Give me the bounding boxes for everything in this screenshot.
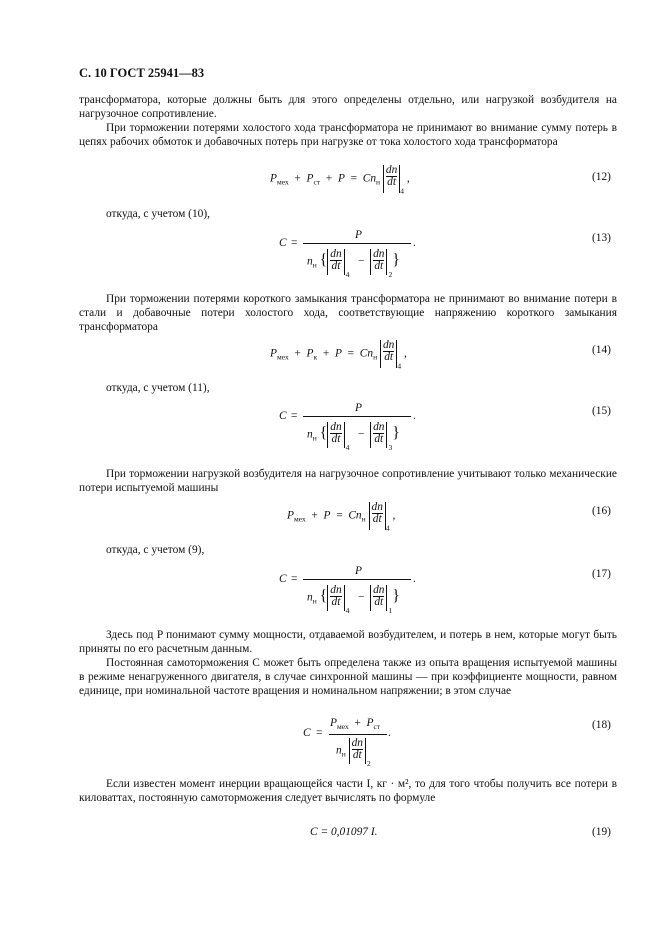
equation-12: $P_{мех} + P_{ст} + P = Cn_н$ $\frac{dn}{dt}$ $_4$ , — [270, 164, 410, 196]
paragraph-5: Здесь под P понимают сумму мощности, отдаваемой возбудителем, и потерь в нем, которые могут быть приняты по его расчетным данным. — [79, 629, 617, 655]
equation-number-15: (15) — [592, 405, 611, 417]
text-whence-9: откуда, с учетом (9), — [106, 544, 205, 556]
equation-number-14: (14) — [592, 344, 611, 356]
equation-number-12: (12) — [592, 171, 611, 183]
paragraph-1: трансформатора, которые должны быть для этого определены отдельно, или нагрузкой возбудителя на нагрузочное сопротивление. — [79, 94, 617, 120]
paragraph-2: При торможении потерями холостого хода трансформатора не принимают во внимание сумму потерь в цепях рабочих обмоток и добавочных потерь при нагрузке от тока холостого хода трансформатора — [79, 122, 617, 148]
equation-number-19: (19) — [592, 826, 611, 838]
equation-19: C = 0,01097 I. — [310, 826, 378, 838]
equation-number-16: (16) — [592, 505, 611, 517]
text-whence-10: откуда, с учетом (10), — [106, 208, 210, 220]
paragraph-7: Если известен момент инерции вращающейся части I, кг · м², то для того чтобы получить все потери в киловаттах, постоянную самоторможения следует вычислять по формуле — [79, 778, 617, 804]
equation-number-17: (17) — [592, 568, 611, 580]
page-header: С. 10 ГОСТ 25941—83 — [79, 66, 205, 80]
equation-14: $P_{мех} + P_к + P = Cn_н$ $\frac{dn}{dt}$ $_4$ , — [270, 339, 407, 371]
equation-16: $P_{мех} + P = Cn_н$ $\frac{dn}{dt}$ $_4$ , — [287, 501, 396, 533]
paragraph-4: При торможении нагрузкой возбудителя на нагрузочное сопротивление учитывают только механические потери испытуемой машины — [79, 468, 617, 494]
paragraph-6: Постоянная самоторможения C может быть определена также из опыта вращения испытуемой машины в режиме ненагруженного двигателя, в случае синхронной машины — при коэффициенте мощности, равном единице, при номинальной частоте вращения и номинальном напряжении; в этом случае — [79, 657, 617, 697]
text-whence-11: откуда, с учетом (11), — [106, 382, 210, 394]
equation-number-18: (18) — [592, 719, 611, 731]
paragraph-3: При торможении потерями короткого замыкания трансформатора не принимают во внимание потери в стали и добавочные потери холостого хода, соответствующие напряжению короткого замыкания трансформатора — [79, 293, 617, 333]
equation-number-13: (13) — [592, 232, 611, 244]
